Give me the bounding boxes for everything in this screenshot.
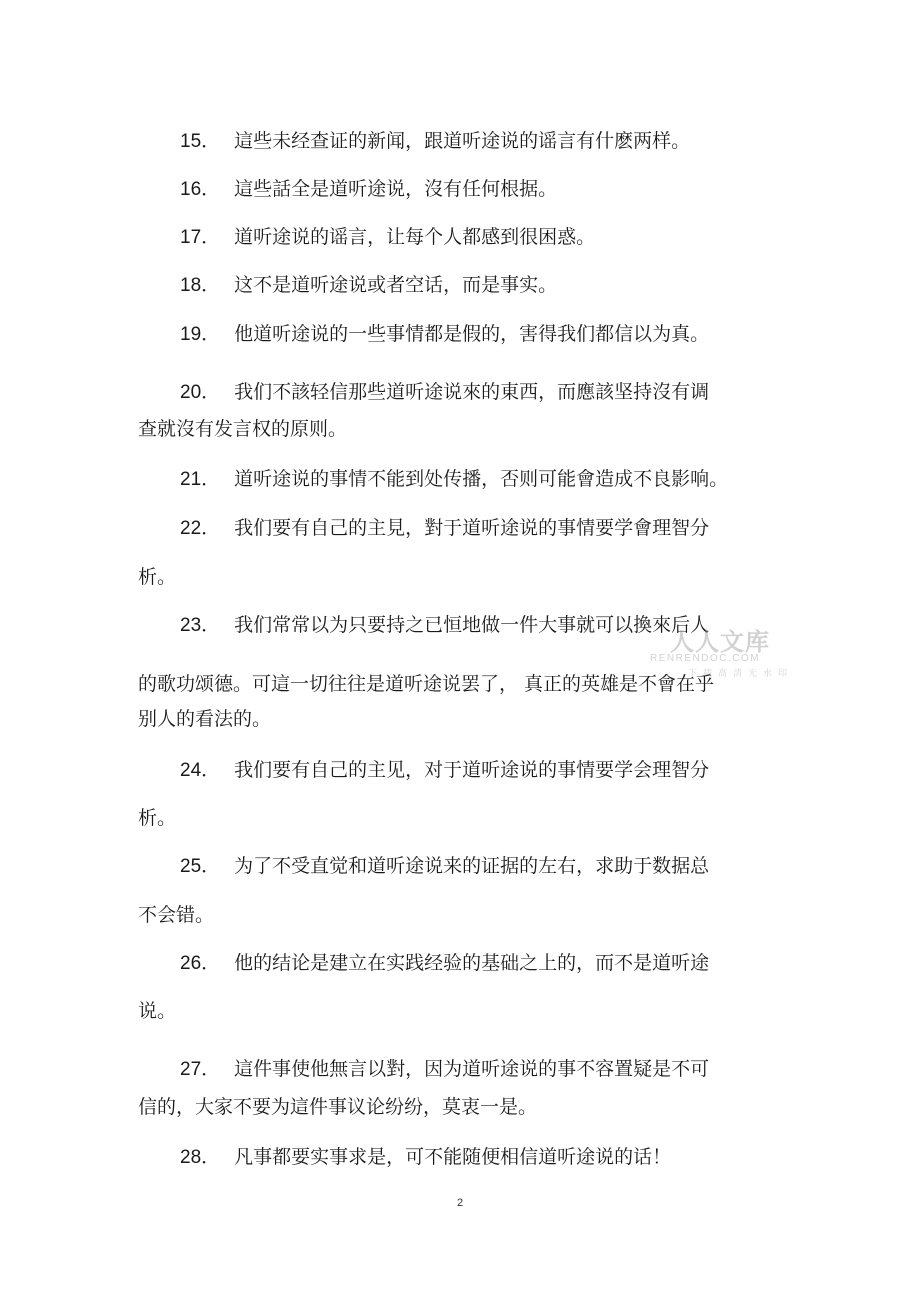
sentence-20-continued: 查就沒有发言权的原则。 [138, 418, 348, 440]
item-number: 25． [180, 856, 221, 877]
item-number: 18． [180, 275, 221, 296]
item-number: 15． [180, 131, 221, 152]
item-number: 20． [180, 382, 221, 403]
item-number: 17． [180, 227, 221, 248]
item-text: 为了不受直觉和道听途说来的证据的左右，求助于数据总 [234, 855, 710, 877]
item-number: 22． [180, 518, 221, 539]
item-number: 23． [180, 615, 221, 636]
sentence-15 [180, 129, 690, 154]
sentence-22 [180, 516, 709, 541]
sentence-23 [180, 613, 709, 638]
item-text: 他的结论是建立在实践经验的基础之上的，而不是道听途 [234, 952, 710, 974]
sentence-23-continued: 的歌功颂德。可這一切往往是道听途说罢了， 真正的英雄是不會在乎 [138, 673, 715, 695]
sentence-28 [180, 1145, 671, 1170]
sentence-16 [180, 177, 557, 202]
sentence-25-continued: 不会错。 [138, 904, 215, 926]
sentence-25 [180, 854, 709, 879]
page-number: 2 [456, 1197, 464, 1209]
item-text: 他道听途说的一些事情都是假的，害得我们都信以为真。 [234, 323, 710, 345]
item-text: 道听途说的谣言，让每个人都感到很困惑。 [234, 226, 596, 248]
item-text: 這些話全是道听途说，沒有任何根据。 [234, 178, 558, 200]
sentence-23-continued: 别人的看法的。 [138, 708, 272, 730]
item-text: 凡事都要实事求是，可不能随便相信道听途说的话！ [234, 1146, 672, 1168]
item-number: 21． [180, 469, 221, 490]
item-text: 我们不該轻信那些道听途说來的東西，而應該坚持沒有调 [234, 381, 710, 403]
watermark-title: 人人文库 [670, 627, 770, 656]
sentence-24 [180, 758, 709, 783]
item-number: 27． [180, 1059, 221, 1080]
watermark-url: RENRENDOC.COM [650, 653, 761, 664]
sentence-26-continued: 说。 [138, 1000, 177, 1022]
sentence-19 [180, 322, 709, 347]
sentence-24-continued: 析。 [138, 807, 177, 829]
item-number: 19． [180, 324, 221, 345]
item-text: 這件事使他無言以對，因为道听途说的事不容置疑是不可 [234, 1058, 710, 1080]
item-number: 24． [180, 760, 221, 781]
item-text: 這些未经查证的新闻，跟道听途说的谣言有什麽两样。 [234, 130, 691, 152]
sentence-27-continued: 信的，大家不要为這件事议论纷纷，莫衷一是。 [138, 1096, 538, 1118]
sentence-22-continued: 析。 [138, 566, 177, 588]
item-text: 我们要有自己的主见，对于道听途说的事情要学会理智分 [234, 759, 710, 781]
sentence-17 [180, 225, 595, 250]
sentence-20 [180, 380, 709, 405]
sentence-26 [180, 951, 709, 976]
sentence-27 [180, 1057, 709, 1082]
sentence-21 [180, 467, 728, 492]
watermark-subtitle: 下载高清无水印 [688, 669, 794, 679]
item-number: 28． [180, 1147, 221, 1168]
item-text: 这不是道听途说或者空话，而是事实。 [234, 274, 558, 296]
sentence-18 [180, 273, 557, 298]
item-text: 道听途说的事情不能到处传播，否则可能會造成不良影响。 [234, 468, 729, 490]
item-text: 我们要有自己的主見，對于道听途说的事情要学會理智分 [234, 517, 710, 539]
item-text: 我们常常以为只要持之已恒地做一件大事就可以換來后人 [234, 614, 710, 636]
watermark-logo [650, 622, 794, 682]
item-number: 26． [180, 953, 221, 974]
item-number: 16． [180, 179, 221, 200]
